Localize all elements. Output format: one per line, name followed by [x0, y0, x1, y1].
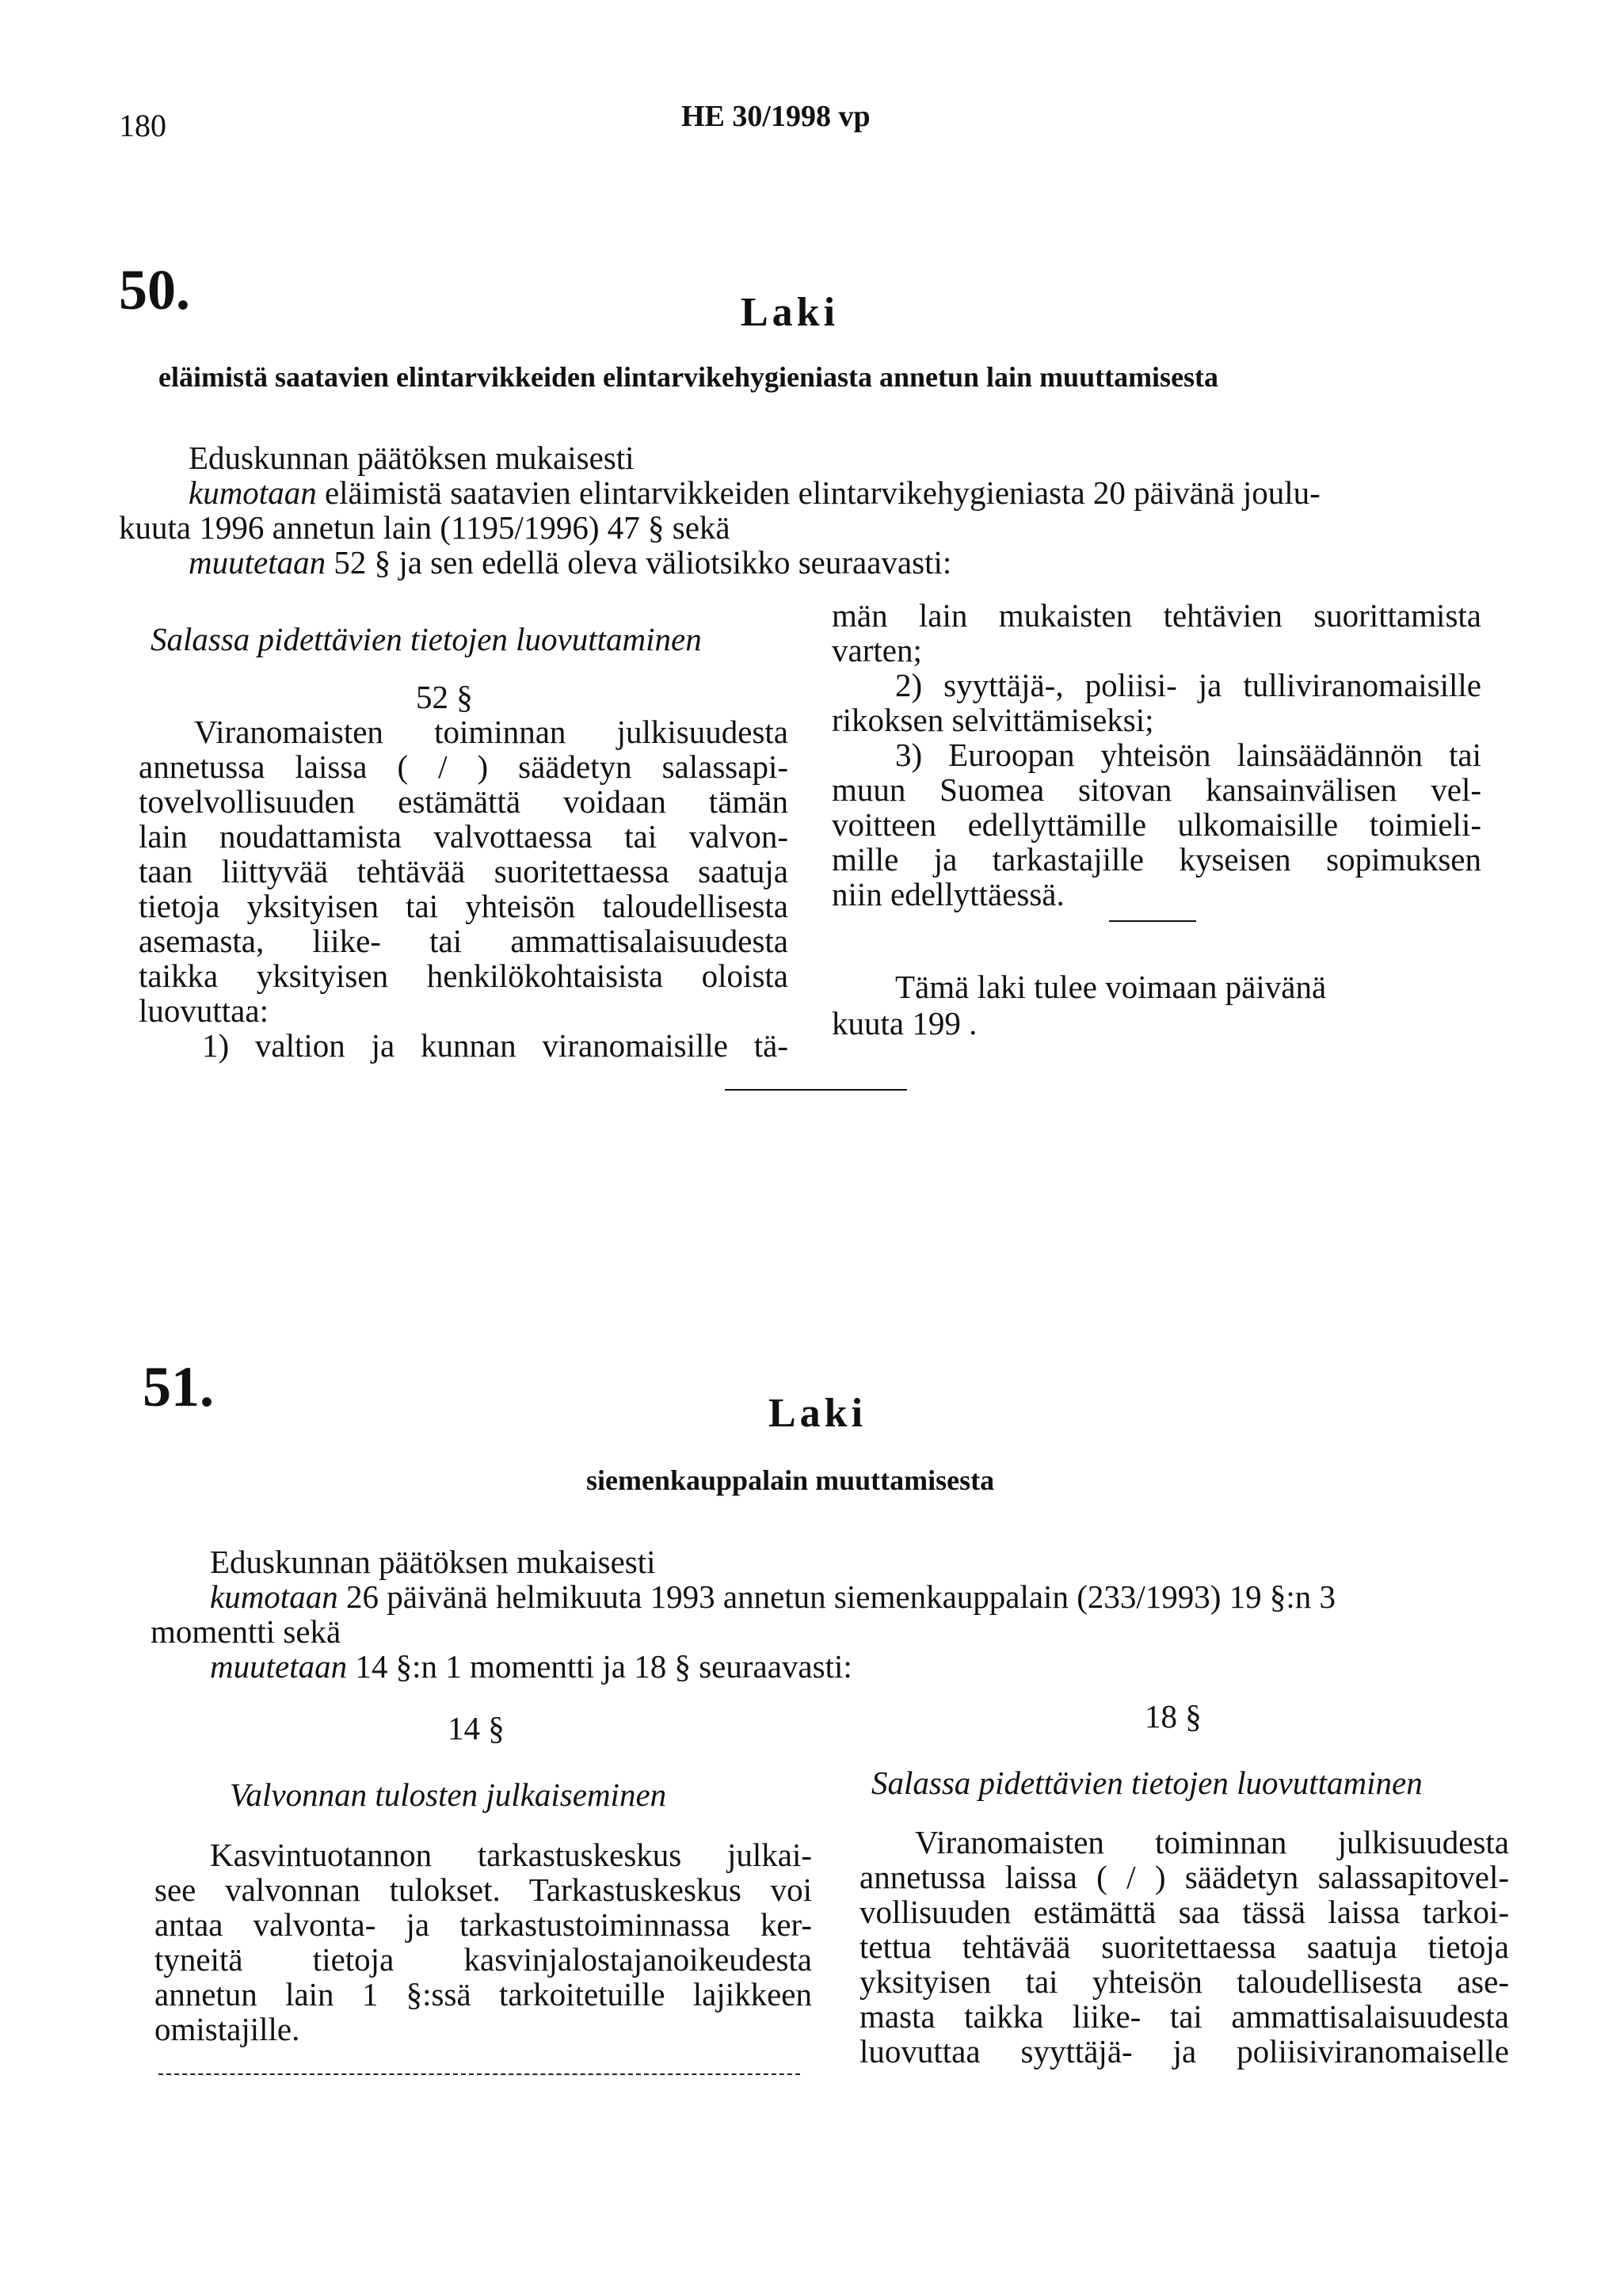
- text-line: män lain mukaisten tehtävien suorittamista: [832, 597, 1481, 634]
- section-50-preamble-repeal: [189, 475, 1321, 510]
- section-51-title: Laki: [768, 1391, 867, 1436]
- column-end-rule: [1109, 920, 1196, 922]
- text-line: annetun lain 1 §:ssä tarkoitetuille lajikkeen: [154, 1976, 812, 2012]
- section-50-preamble-amend: [189, 545, 951, 580]
- text-line: 1) valtion ja kunnan viranomaisille tä-: [202, 1027, 788, 1064]
- text-line: taikka yksityisen henkilökohtaisista oloista: [139, 958, 788, 994]
- section-51-preamble-continuation: momentti sekä: [151, 1613, 341, 1650]
- entry-into-force-line-2: kuuta 199 .: [832, 1005, 978, 1041]
- text-line: niin edellyttäessä.: [832, 876, 1065, 912]
- text-line: luovuttaa syyttäjä- ja poliisiviranomaiselle: [859, 2033, 1509, 2069]
- text-line: asemasta, liike- tai ammattisalaisuudesta: [139, 923, 788, 959]
- text-line: Kasvintuotannon tarkastuskeskus julkai-: [210, 1837, 812, 1873]
- section-50-left-heading: Salassa pidettävien tietojen luovuttaminen: [151, 621, 702, 657]
- text-line: Viranomaisten toiminnan julkisuudesta: [915, 1824, 1509, 1860]
- amend-keyword: muutetaan: [210, 1648, 348, 1685]
- text-line: tietoja yksityisen tai yhteisön taloudellisesta: [139, 888, 788, 924]
- section-50-preamble-continuation: kuuta 1996 annetun lain (1195/1996) 47 § sekä: [119, 509, 730, 546]
- section-50-preamble-intro: Eduskunnan päätöksen mukaisesti: [189, 440, 635, 476]
- repeal-keyword: kumotaan: [210, 1578, 338, 1615]
- section-51-left-section-mark: 14 §: [448, 1710, 505, 1746]
- repeal-text: 26 päivänä helmikuuta 1993 annetun siemenkauppalain (233/1993) 19 §:n 3: [337, 1578, 1336, 1615]
- text-line: see valvonnan tulokset. Tarkastuskeskus voi: [154, 1871, 812, 1908]
- text-line: muun Suomea sitovan kansainvälisen vel-: [832, 771, 1481, 808]
- text-line: vollisuuden estämättä saa tässä laissa tarkoi-: [859, 1894, 1509, 1930]
- text-line: luovuttaa:: [139, 992, 269, 1029]
- text-line: voitteen edellyttämille ulkomaisille toimieli-: [832, 806, 1481, 843]
- section-separator-rule: [725, 1089, 907, 1091]
- text-line: yksityisen tai yhteisön taloudellisesta ase-: [859, 1963, 1509, 2000]
- text-line: annetussa laissa ( / ) säädetyn salassapi-: [139, 748, 788, 785]
- page-number: 180: [119, 108, 166, 143]
- section-number-51: 51.: [143, 1355, 214, 1418]
- section-51-right-heading: Salassa pidettävien tietojen luovuttaminen: [871, 1765, 1423, 1801]
- section-50-title: Laki: [741, 290, 840, 335]
- section-51-preamble-repeal: [210, 1579, 1336, 1614]
- entry-into-force-line-1: Tämä laki tulee voimaan päivänä: [895, 969, 1327, 1005]
- amend-keyword: muutetaan: [189, 544, 326, 581]
- text-line: Viranomaisten toiminnan julkisuudesta: [194, 714, 788, 750]
- section-51-subtitle: siemenkauppalain muuttamisesta: [586, 1464, 995, 1496]
- section-51-right-section-mark: 18 §: [1145, 1698, 1202, 1734]
- text-line: rikoksen selvittämiseksi;: [832, 702, 1154, 738]
- text-line: tettua tehtävää suoritettaessa saatuja tietoja: [859, 1929, 1509, 1965]
- text-line: 3) Euroopan yhteisön lainsäädännön tai: [895, 737, 1481, 773]
- text-line: varten;: [832, 632, 922, 668]
- text-line: 2) syyttäjä-, poliisi- ja tulliviranomaisille: [895, 667, 1481, 703]
- section-51-left-heading: Valvonnan tulosten julkaiseminen: [230, 1776, 667, 1813]
- text-line: lain noudattamista valvottaessa tai valvon-: [139, 818, 788, 855]
- repeal-keyword: kumotaan: [189, 474, 317, 511]
- text-line: tyneitä tietoja kasvinjalostajanoikeudesta: [154, 1941, 812, 1978]
- running-head: HE 30/1998 vp: [681, 100, 871, 133]
- repeal-text: eläimistä saatavien elintarvikkeiden elintarvikehygieniasta 20 päivänä joulu-: [316, 474, 1321, 511]
- section-number-50: 50.: [119, 258, 190, 322]
- text-line: taan liittyvää tehtävää suoritettaessa saatuja: [139, 853, 788, 889]
- dashed-omission-rule: [158, 2073, 800, 2075]
- text-line: masta taikka liike- tai ammattisalaisuudesta: [859, 1998, 1509, 2035]
- text-line: annetussa laissa ( / ) säädetyn salassapitovel-: [859, 1859, 1509, 1895]
- amend-text: 52 § ja sen edellä oleva väliotsikko seuraavasti:: [326, 544, 952, 581]
- text-line: omistajille.: [154, 2011, 300, 2047]
- section-50-section-mark: 52 §: [416, 679, 473, 715]
- section-51-preamble-amend: [210, 1649, 852, 1684]
- text-line: mille ja tarkastajille kyseisen sopimuksen: [832, 841, 1481, 878]
- text-line: antaa valvonta- ja tarkastustoiminnassa ker-: [154, 1906, 812, 1943]
- section-50-subtitle: eläimistä saatavien elintarvikkeiden elintarvikehygieniasta annetun lain muuttamisesta: [158, 361, 1219, 393]
- section-51-preamble-intro: Eduskunnan päätöksen mukaisesti: [210, 1544, 656, 1580]
- amend-text: 14 §:n 1 momentti ja 18 § seuraavasti:: [347, 1648, 852, 1685]
- text-line: tovelvollisuuden estämättä voidaan tämän: [139, 783, 788, 820]
